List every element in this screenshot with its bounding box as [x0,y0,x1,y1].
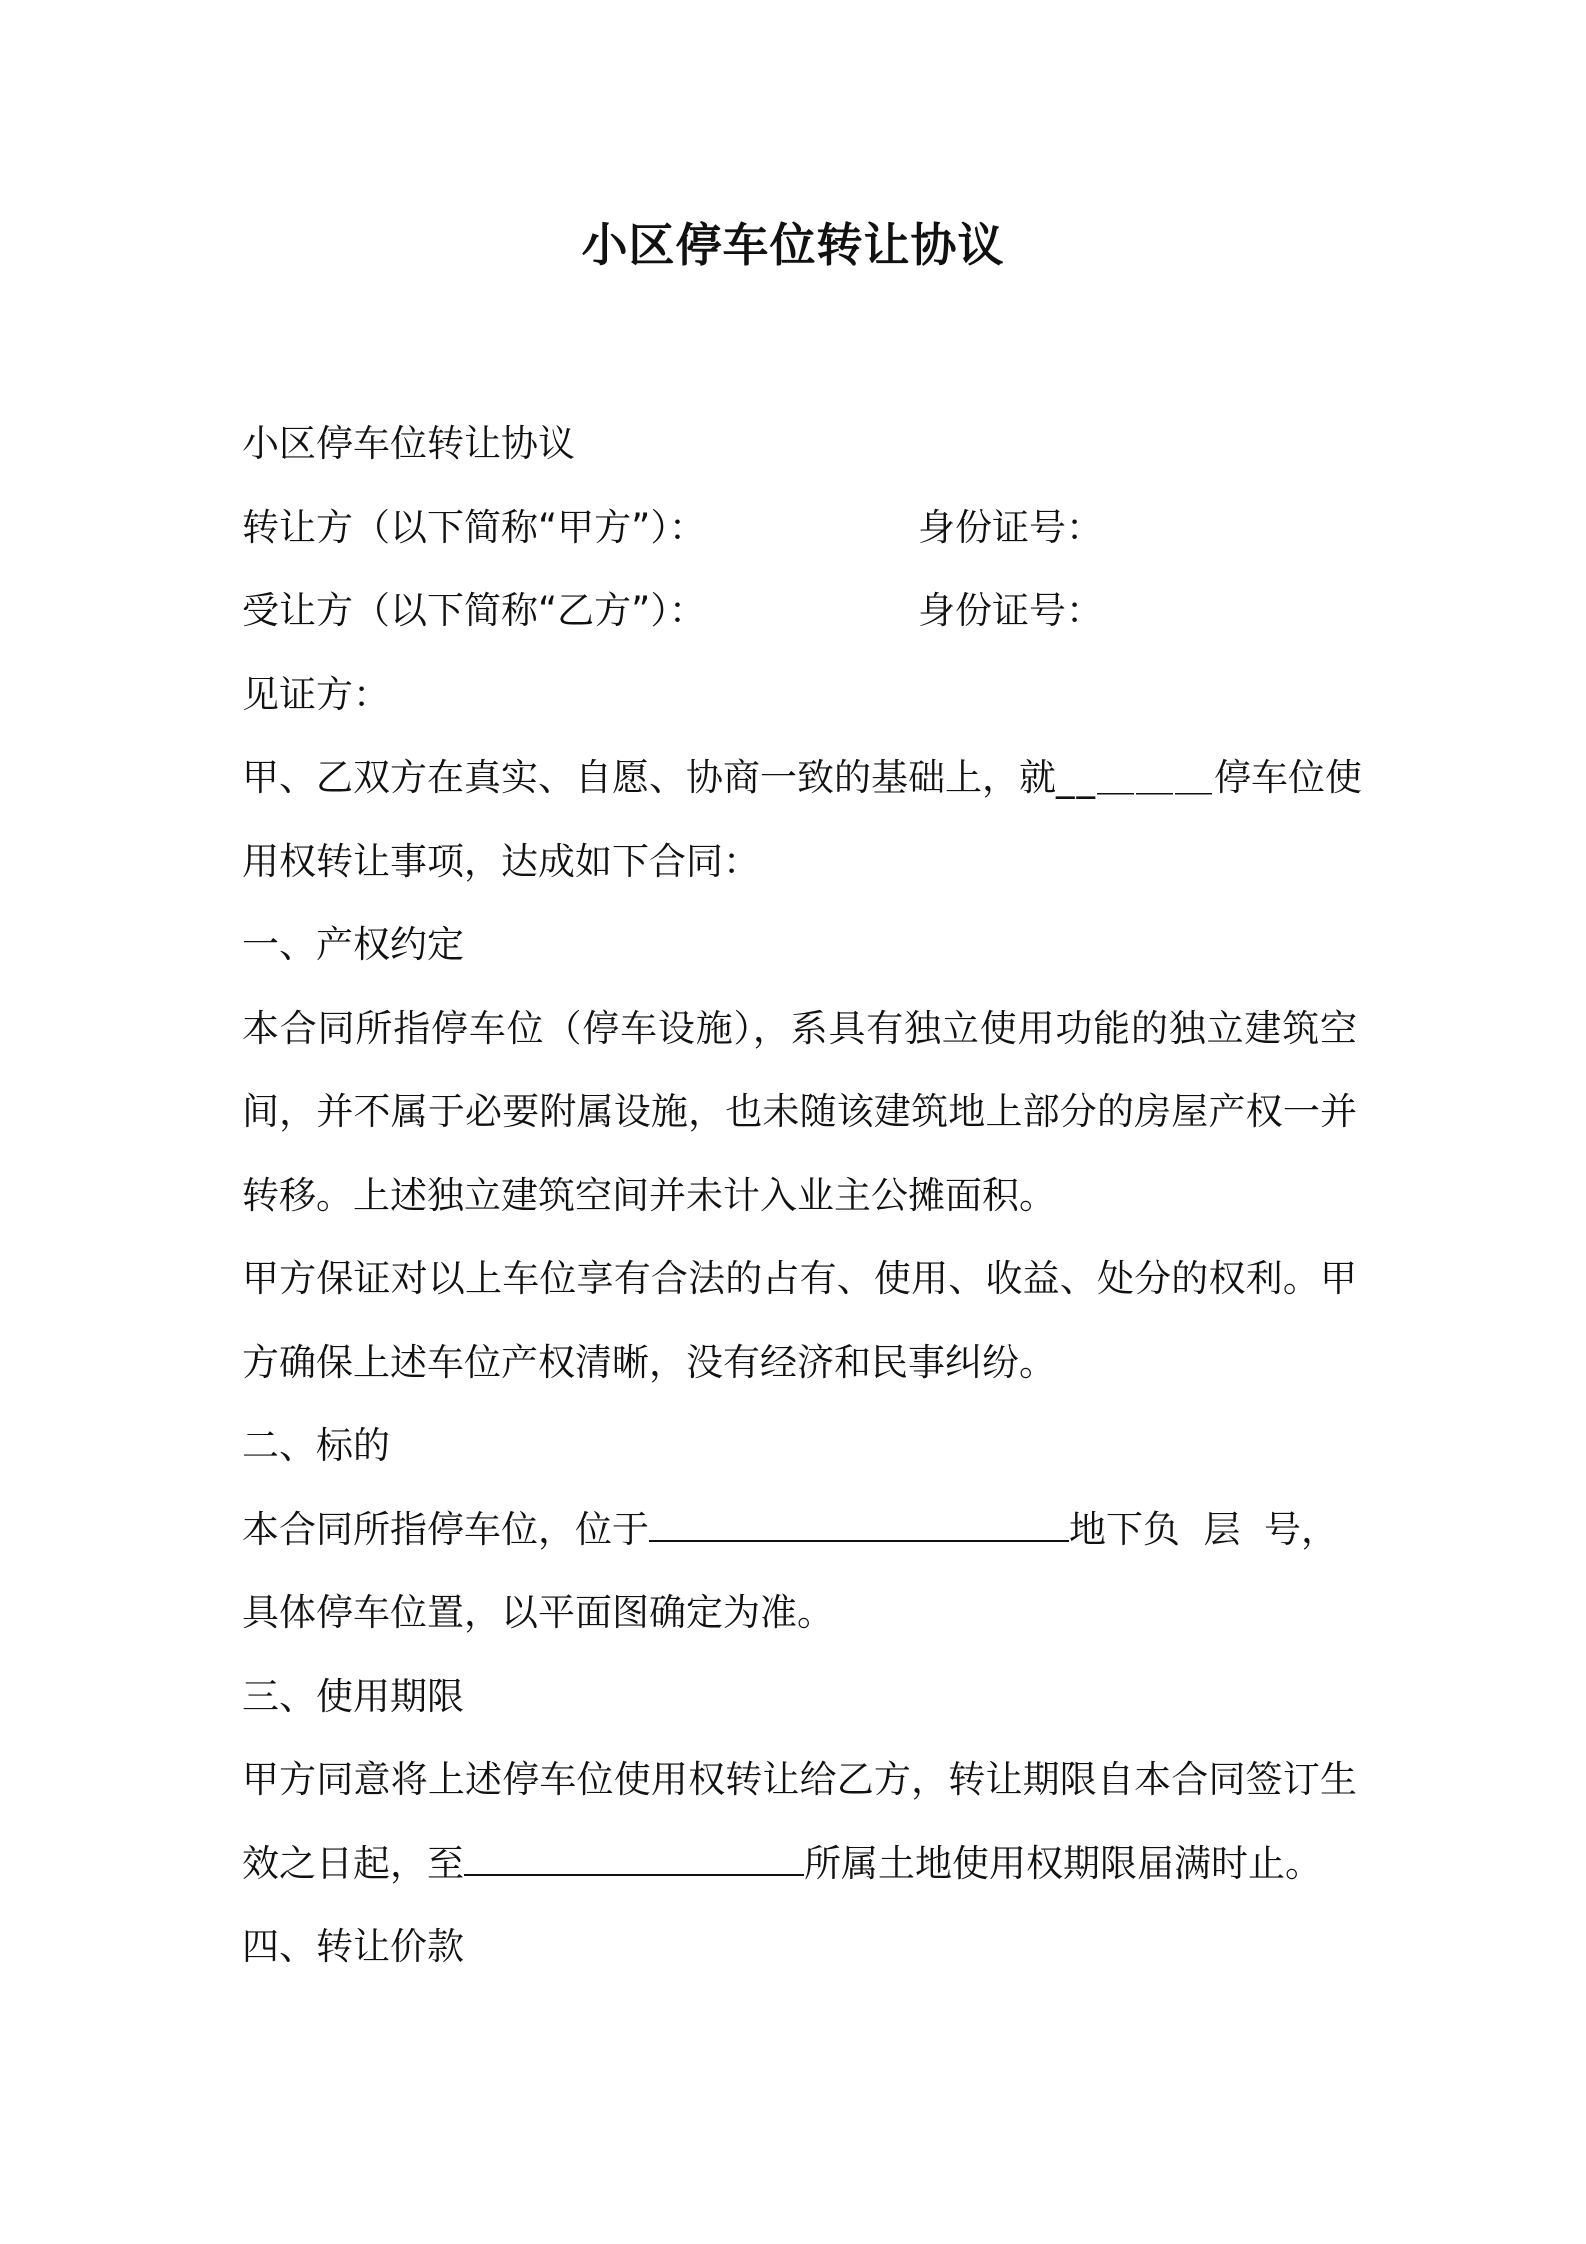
intro-line-1 [242,736,1362,820]
section-3-line-2-prefix: 效之日起，至 [242,1841,464,1885]
section-1-p1-line-2: 间，并不属于必要附属设施，也未随该建筑地上部分的房屋产权一并 [242,1090,1357,1133]
party-a-id-label: 身份证号： [918,505,1103,549]
party-b-id-label: 身份证号： [918,589,1103,632]
term-end-blank [464,1834,804,1876]
section-2-line-1-prefix: 本合同所指停车位，位于 [242,1507,649,1551]
parking-blank: __＿＿＿ [1056,756,1214,799]
intro-line-1-suffix: 停车位使 [1214,756,1362,799]
section-3-heading: 三、使用期限 [242,1674,464,1718]
section-2-line-2: 具体停车位置，以平面图确定为准。 [242,1591,834,1634]
intro-line-1-prefix: 甲、乙双方在真实、自愿、协商一致的基础上，就 [242,756,1056,799]
section-1-p1-line-3: 转移。上述独立建筑空间并未计入业主公摊面积。 [242,1173,1056,1217]
intro-line-2: 用权转让事项，达成如下合同： [242,839,760,883]
section-4-heading: 四、转让价款 [242,1925,464,1968]
party-a-row [242,486,1357,570]
witness-label: 见证方： [242,672,390,716]
section-1-p1-line-1: 本合同所指停车位（停车设施），系具有独立使用功能的独立建筑空 [242,1006,1357,1050]
section-2-line-1 [242,1488,1357,1572]
document-subtitle: 小区停车位转让协议 [242,422,575,465]
document-title: 小区停车位转让协议 [581,218,1005,272]
location-blank [649,1500,1069,1542]
section-1-p2-line-1: 甲方保证对以上车位享有合法的占有、使用、收益、处分的权利。甲 [242,1257,1357,1300]
party-a-label: 转让方（以下简称“甲方”）： [242,505,706,549]
party-b-label: 受让方（以下简称“乙方”）： [242,589,706,632]
section-2-heading: 二、标的 [242,1424,390,1467]
section-1-p2-line-2: 方确保上述车位产权清晰，没有经济和民事纠纷。 [242,1340,1056,1384]
document-body [242,402,1362,1989]
party-b-row [242,569,1357,653]
section-3-line-1: 甲方同意将上述停车位使用权转让给乙方，转让期限自本合同签订生 [242,1758,1357,1801]
section-3-line-2 [242,1822,1357,1906]
section-1-heading: 一、产权约定 [242,923,464,966]
section-3-line-2-suffix: 所属土地使用权期限届满时止。 [804,1841,1322,1885]
section-2-line-1-suffix: 地下负 层 号， [1069,1507,1339,1551]
